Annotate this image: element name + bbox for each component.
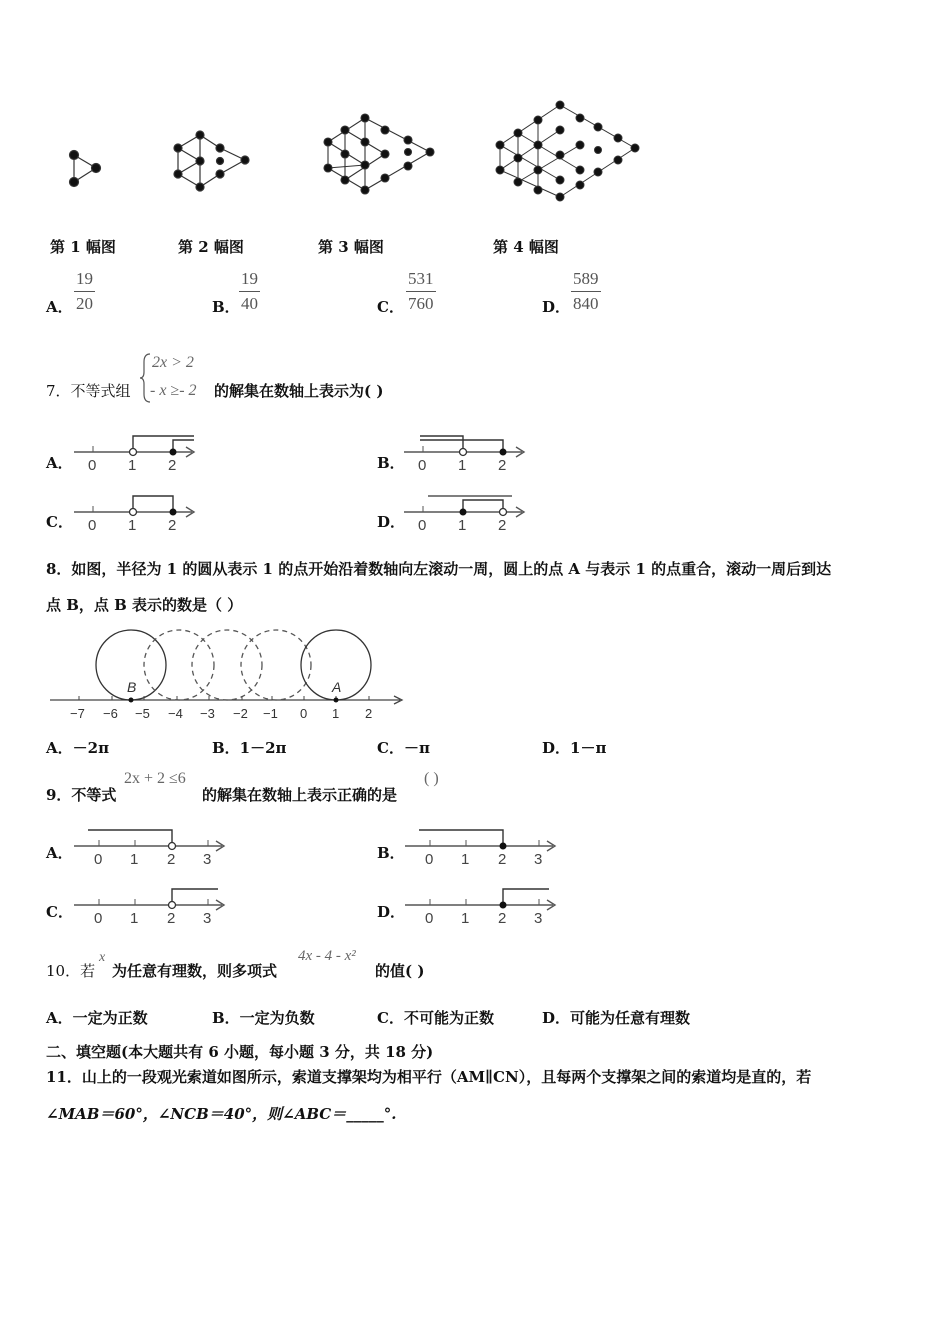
- section-heading: 二、填空题(本大题共有 6 小题，每小题 3 分，共 18 分): [46, 1043, 434, 1061]
- tick-label: 3: [203, 910, 212, 927]
- tick-label: 2: [365, 706, 373, 721]
- tick-label: 1: [458, 457, 467, 474]
- fraction-denominator: 840: [573, 294, 599, 313]
- figure-caption-3: 第 3 幅图: [318, 238, 384, 256]
- tick-label: 0: [88, 457, 97, 474]
- dot-pattern-figures: [40, 90, 660, 220]
- fraction-numerator: 531: [408, 269, 434, 288]
- q8-option-a[interactable]: A．－2π: [46, 739, 110, 757]
- q11-text-line-1: 11．山上的一段观光索道如图所示，索道支撑架均为相平行（AM∥CN），且每两个支撑架之间的索道均是直的，若: [46, 1068, 812, 1086]
- q7-option-b-label[interactable]: B．: [377, 454, 405, 472]
- tick-label: 2: [498, 910, 507, 927]
- tick-label: −1: [263, 706, 278, 721]
- q9-option-b-label[interactable]: B．: [377, 844, 405, 862]
- q9-answer-paren: ( ): [424, 770, 439, 787]
- fraction-denominator: 760: [408, 294, 434, 313]
- tick-label: 2: [168, 517, 177, 534]
- q9-inequality: 2x + 2 ≤6: [124, 770, 186, 787]
- tick-label: −4: [168, 706, 183, 721]
- tick-label: −3: [200, 706, 215, 721]
- figure-caption-4: 第 4 幅图: [493, 238, 559, 256]
- dot-figure-3: [324, 114, 434, 194]
- tick-label: 2: [498, 517, 507, 534]
- fraction-numerator: 19: [76, 269, 93, 288]
- tick-label: 1: [461, 910, 470, 927]
- point-b-label: B: [127, 679, 137, 695]
- q7-number-line-a: [70, 430, 210, 476]
- q9-option-a-label[interactable]: A．: [46, 844, 73, 862]
- q9-number-line-a: [72, 822, 237, 868]
- tick-label: 3: [203, 851, 212, 868]
- q10-prefix: 10．若: [46, 962, 96, 980]
- q9-prefix: 9．不等式: [46, 786, 117, 804]
- q7-inequality-1: 2x > 2: [152, 354, 194, 371]
- q10-variable: x: [99, 950, 106, 965]
- tick-label: 1: [130, 910, 139, 927]
- tick-label: 1: [128, 457, 137, 474]
- tick-label: 2: [498, 851, 507, 868]
- tick-label: 2: [498, 457, 507, 474]
- q10-middle: 为任意有理数，则多项式: [112, 962, 278, 980]
- q7-option-c-label[interactable]: C．: [46, 513, 73, 531]
- q8-text-line-2: 点 B，点 B 表示的数是（ ）: [46, 596, 243, 614]
- q8-option-b[interactable]: B．1－2π: [212, 739, 287, 757]
- q6-option-d-label[interactable]: D．: [542, 298, 571, 316]
- tick-label: −6: [103, 706, 118, 721]
- tick-label: −2: [233, 706, 248, 721]
- tick-label: 2: [167, 910, 176, 927]
- q9-number-line-b: [403, 822, 568, 868]
- q7-number-line-b: [400, 430, 540, 476]
- tick-label: 0: [425, 851, 434, 868]
- q8-rolling-circle-diagram: [44, 622, 414, 726]
- tick-label: 1: [461, 851, 470, 868]
- q10-polynomial: 4x - 4 - x²: [298, 948, 356, 964]
- q9-option-d-label[interactable]: D．: [377, 903, 406, 921]
- tick-label: 0: [300, 706, 308, 721]
- point-a-label: A: [332, 679, 342, 695]
- tick-label: 2: [167, 851, 176, 868]
- q7-option-d-label[interactable]: D．: [377, 513, 406, 531]
- tick-label: 3: [534, 910, 543, 927]
- q6-option-d-fraction: [571, 269, 601, 314]
- tick-label: 1: [128, 517, 137, 534]
- q6-option-b-fraction: [239, 269, 260, 314]
- q8-text-line-1: 8．如图，半径为 1 的圆从表示 1 的点开始沿着数轴向左滚动一周，圆上的点 A 与表示 1 的点重合，滚动一周后到达: [46, 560, 832, 578]
- q6-option-a-label[interactable]: A．: [46, 298, 73, 316]
- q9-number-line-d: [403, 881, 568, 927]
- dot-figure-1: [70, 151, 101, 187]
- tick-label: 0: [418, 517, 427, 534]
- tick-label: 0: [418, 457, 427, 474]
- tick-label: 0: [88, 517, 97, 534]
- fraction-numerator: 19: [241, 269, 258, 288]
- q10-option-d[interactable]: D．可能为任意有理数: [542, 1009, 691, 1027]
- tick-label: 3: [534, 851, 543, 868]
- q8-option-c[interactable]: C．－π: [377, 739, 430, 757]
- dot-figure-4: [496, 101, 639, 201]
- q10-option-a[interactable]: A．一定为正数: [46, 1009, 148, 1027]
- q6-option-c-label[interactable]: C．: [377, 298, 404, 316]
- q9-number-line-c: [72, 881, 237, 927]
- q7-suffix: 的解集在数轴上表示为( ): [214, 382, 384, 400]
- q7-number-line-d: [400, 490, 540, 536]
- tick-label: −5: [135, 706, 150, 721]
- q6-option-b-label[interactable]: B．: [212, 298, 240, 316]
- tick-label: 1: [458, 517, 467, 534]
- figure-caption-2: 第 2 幅图: [178, 238, 244, 256]
- q6-option-a-fraction: [74, 269, 95, 314]
- q8-option-d[interactable]: D．1－π: [542, 739, 607, 757]
- q10-suffix: 的值( ): [375, 962, 425, 980]
- q7-option-a-label[interactable]: A．: [46, 454, 73, 472]
- tick-label: 1: [332, 706, 340, 721]
- tick-label: 0: [94, 910, 103, 927]
- tick-label: 2: [168, 457, 177, 474]
- tick-label: −7: [70, 706, 85, 721]
- tick-label: 1: [130, 851, 139, 868]
- fraction-denominator: 20: [76, 294, 93, 313]
- figure-caption-1: 第 1 幅图: [50, 238, 116, 256]
- q7-prefix: 7．不等式组: [46, 382, 131, 400]
- fraction-denominator: 40: [241, 294, 258, 313]
- fraction-numerator: 589: [573, 269, 599, 288]
- q7-number-line-c: [70, 490, 210, 536]
- dot-figure-2: [174, 131, 249, 191]
- q9-option-c-label[interactable]: C．: [46, 903, 73, 921]
- q11-text-line-2: ∠MAB＝60°，∠NCB＝40°，则∠ABC＝_____°.: [46, 1105, 397, 1123]
- tick-label: 0: [425, 910, 434, 927]
- tick-label: 0: [94, 851, 103, 868]
- q10-option-b[interactable]: B．一定为负数: [212, 1009, 315, 1027]
- q9-suffix: 的解集在数轴上表示正确的是: [202, 786, 398, 804]
- q6-option-c-fraction: [406, 269, 436, 314]
- q7-inequality-2: - x ≥- 2: [150, 382, 197, 399]
- q10-option-c[interactable]: C．不可能为正数: [377, 1009, 494, 1027]
